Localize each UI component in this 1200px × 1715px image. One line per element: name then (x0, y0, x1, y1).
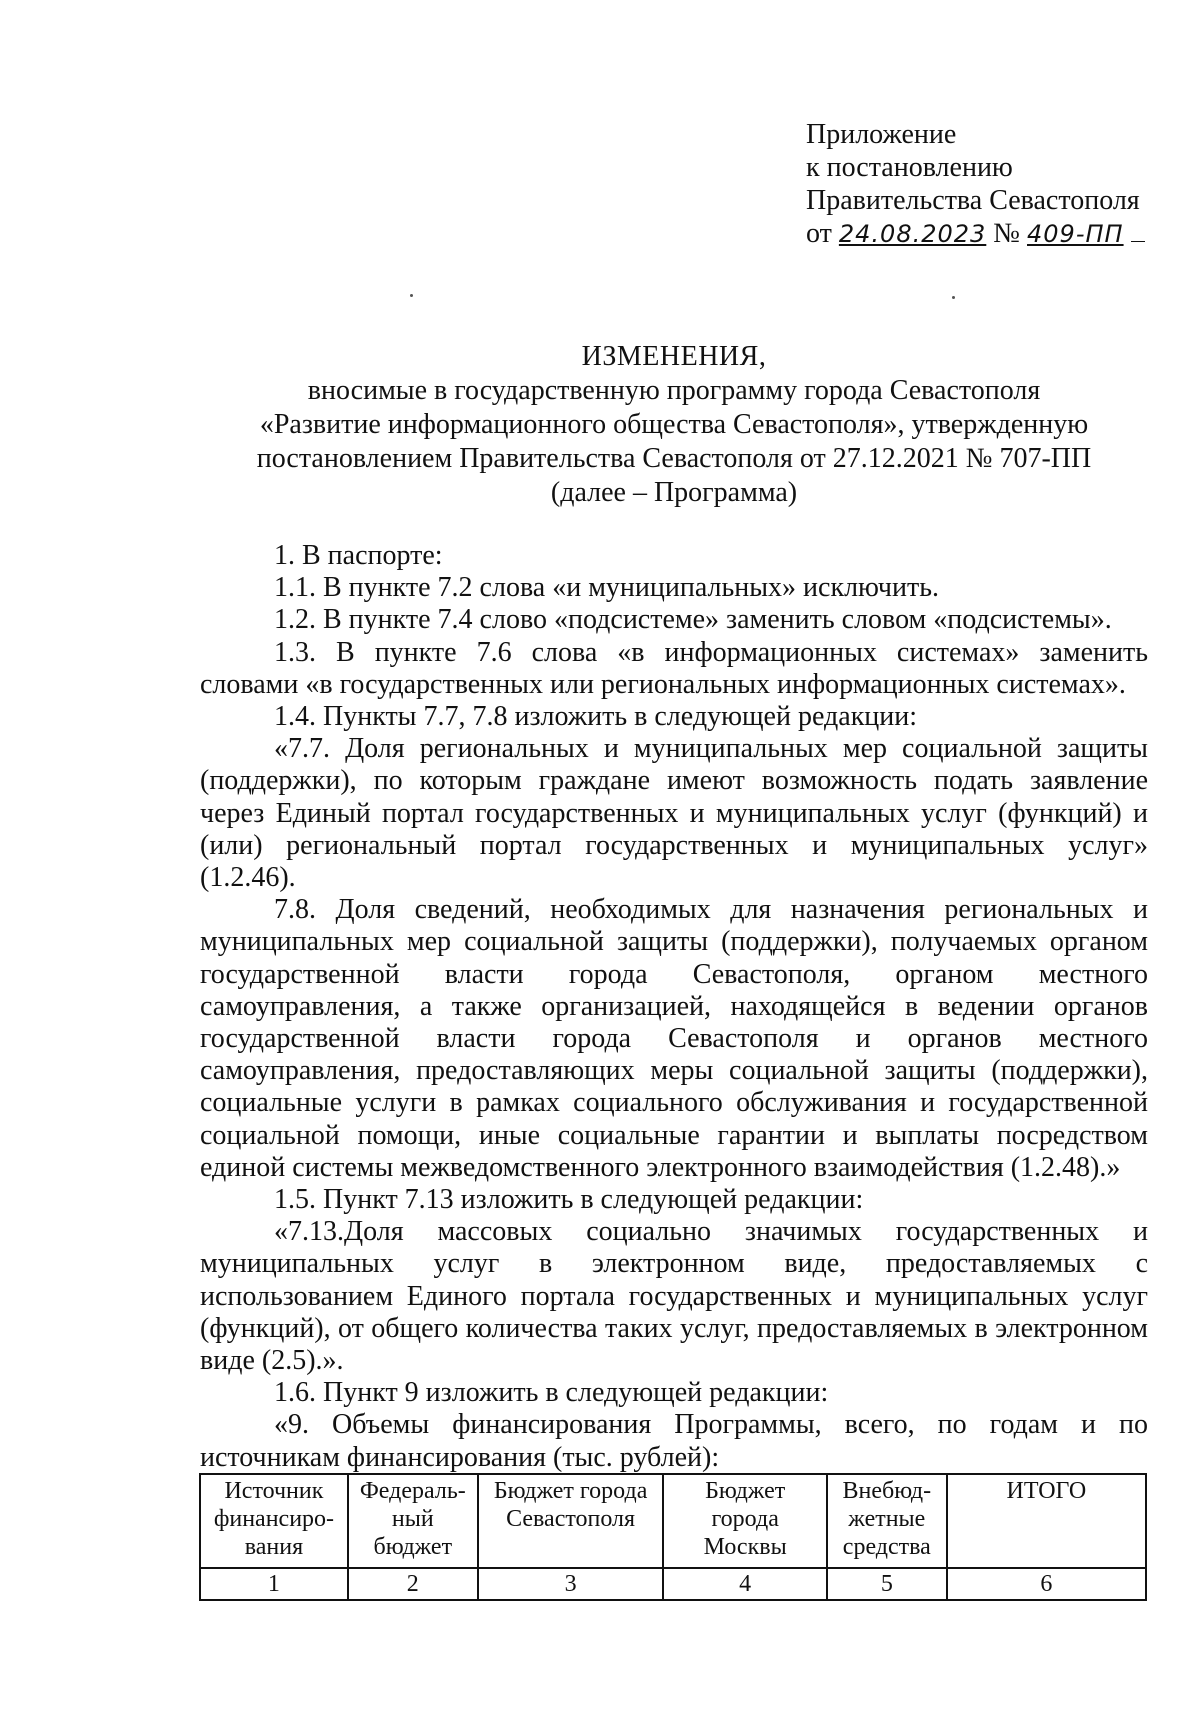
paragraph-7-13: «7.13.Доля массовых социально значимых государственных и муниципальных услуг в электронном виде, предоставляемых с использованием Единого портала государственных и муниципальных услуг (функций), от общего количества таких услуг, предоставляемых в электронном виде (2.5).». (200, 1216, 1148, 1377)
appendix-date-line (806, 217, 1145, 251)
number-label: № (993, 218, 1021, 249)
appendix-line-2: к постановлению (806, 152, 1013, 183)
handwritten-number: 409-ПП (1027, 220, 1124, 248)
table-header-cell: ИТОГО (947, 1474, 1146, 1568)
paragraph-1-2: 1.2. В пункте 7.4 слово «подсистеме» заменить словом «подсистемы». (274, 604, 1112, 636)
paragraph-1-6: 1.6. Пункт 9 изложить в следующей редакции: (274, 1377, 829, 1409)
table-header-cell: Федераль-ный бюджет (348, 1474, 478, 1568)
table-header-cell: Бюджет города Севастополя (478, 1474, 664, 1568)
title-block (200, 340, 1148, 510)
appendix-line-1: Приложение (806, 119, 957, 150)
document-body (200, 540, 1148, 1474)
title-line-3: постановлением Правительства Севастополя от 27.12.2021 № 707-ПП (256, 443, 1092, 474)
table-header-row (200, 1474, 1146, 1568)
underline-tail (1131, 219, 1145, 242)
paragraph-1-5: 1.5. Пункт 7.13 изложить в следующей редакции: (274, 1184, 864, 1216)
paragraph-1-4: 1.4. Пункты 7.7, 7.8 изложить в следующей редакции: (274, 701, 918, 733)
financing-table (199, 1473, 1147, 1601)
paragraph-9: «9. Объемы финансирования Программы, всего, по годам и по источникам финансирования (тыс. рублей): (200, 1409, 1148, 1473)
table-row (200, 1568, 1146, 1600)
handwritten-date: 24.08.2023 (838, 220, 987, 248)
document-title: ИЗМЕНЕНИЯ, (581, 341, 767, 372)
paragraph-7-8: 7.8. Доля сведений, необходимых для назначения региональных и муниципальных мер социальной защиты (поддержки), получаемых органом государственной власти города Севастополя, органом местного самоуправления, а также организацией, находящейся в ведении органов государственной власти города Севастополя и органов местного самоуправления, предоставляющих меры социальной защиты (поддержки), социальные услуги в рамках социального обслуживания и государственной социальной помощи, иные социальные гарантии и выплаты посредством единой системы межведомственного электронного взаимодействия (1.2.48).» (200, 894, 1148, 1183)
table-cell: 6 (947, 1568, 1146, 1600)
appendix-line-3: Правительства Севастополя (806, 185, 1140, 216)
table-cell: 2 (348, 1568, 478, 1600)
table-cell: 5 (827, 1568, 947, 1600)
paragraph-1: 1. В паспорте: (274, 540, 443, 571)
table-header-cell: Бюджет города Москвы (663, 1474, 826, 1568)
appendix-block (806, 118, 1145, 251)
table-cell: 1 (200, 1568, 348, 1600)
paragraph-7-7: «7.7. Доля региональных и муниципальных мер социальной защиты (поддержки), по которым граждане имеют возможность подать заявление через Единый портал государственных и муниципальных услуг (функций) и (или) региональный портал государственных и муниципальных услуг» (1.2.46). (200, 733, 1148, 894)
table-header-cell: Источник финансиро-вания (200, 1474, 348, 1568)
scan-speck (952, 296, 955, 299)
from-label: от (806, 218, 832, 249)
title-line-4: (далее – Программа) (550, 477, 798, 508)
table-cell: 4 (663, 1568, 826, 1600)
title-line-1: вносимые в государственную программу города Севастополя (307, 375, 1041, 406)
table-cell: 3 (478, 1568, 664, 1600)
scan-speck (410, 294, 413, 297)
title-line-2: «Развитие информационного общества Севастополя», утвержденную (259, 409, 1089, 440)
table-header-cell: Внебюд-жетные средства (827, 1474, 947, 1568)
paragraph-1-3: 1.3. В пункте 7.6 слова «в информационных системах» заменить словами «в государственных или региональных информационных системах». (200, 636, 1148, 700)
paragraph-1-1: 1.1. В пункте 7.2 слова «и муниципальных» исключить. (274, 572, 939, 604)
